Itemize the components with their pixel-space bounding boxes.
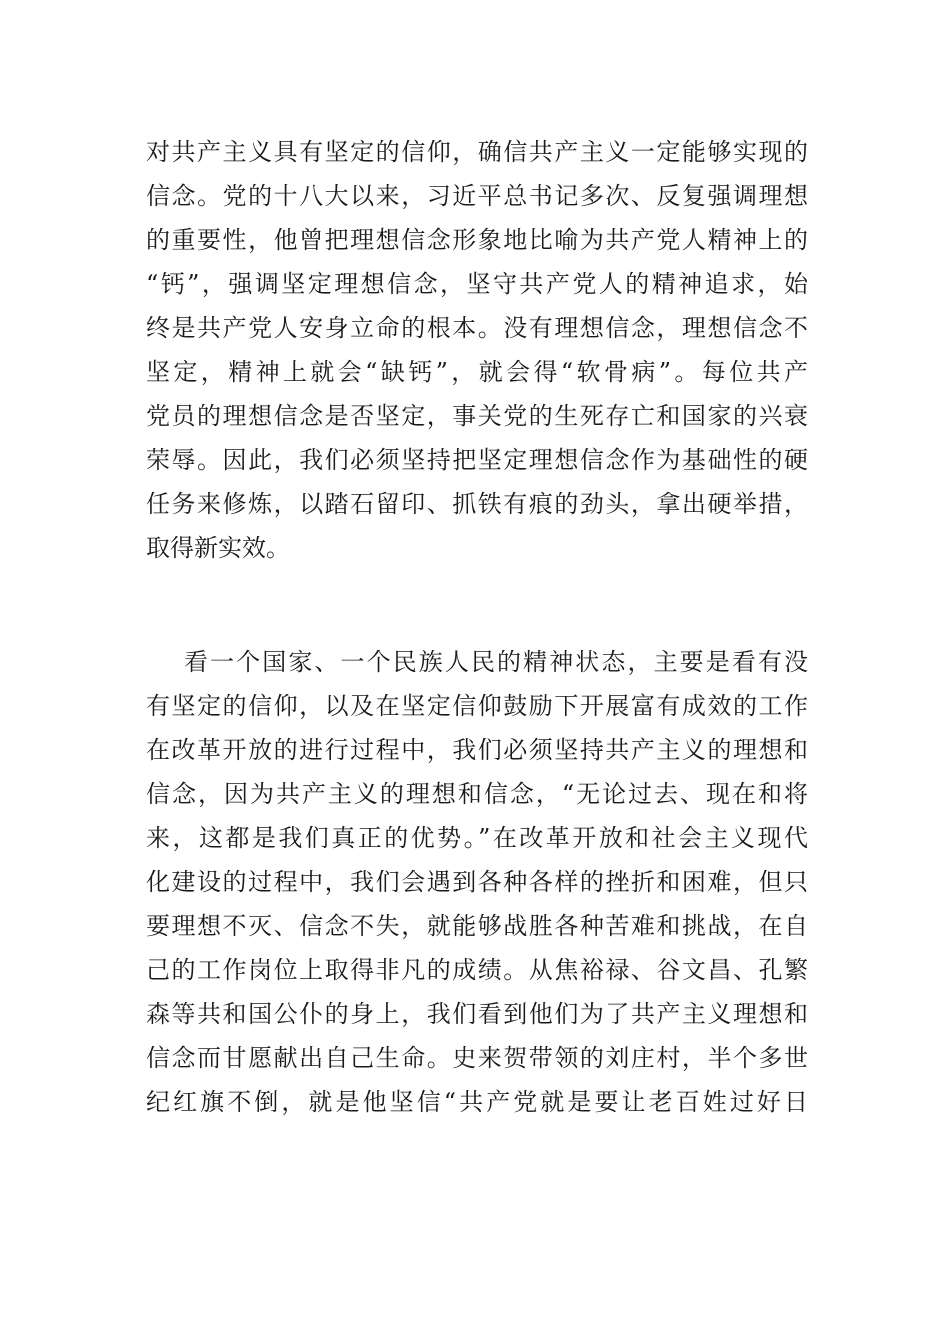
- paragraph-line: 党员的理想信念是否坚定，事关党的生死存亡和国家的兴衰: [146, 402, 808, 430]
- paragraph-line: 荣辱。因此，我们必须坚持把坚定理想信念作为基础性的硬: [146, 446, 808, 474]
- paragraph-line: 信念。党的十八大以来，习近平总书记多次、反复强调理想: [146, 182, 808, 210]
- paragraph-line: 要理想不灭、信念不失，就能够战胜各种苦难和挑战，在自: [146, 912, 808, 940]
- paragraph-line: 纪红旗不倒，就是他坚信“共产党就是要让老百姓过好日: [146, 1088, 808, 1116]
- paragraph-line: 任务来修炼，以踏石留印、抓铁有痕的劲头，拿出硬举措，: [146, 490, 808, 518]
- paragraph-line: 坚定，精神上就会“缺钙”，就会得“软骨病”。每位共产: [146, 358, 808, 386]
- paragraph-line: 终是共产党人安身立命的根本。没有理想信念，理想信念不: [146, 314, 808, 342]
- paragraph-line: 信念，因为共产主义的理想和信念，“无论过去、现在和将: [146, 780, 808, 808]
- paragraph-line: 化建设的过程中，我们会遇到各种各样的挫折和困难，但只: [146, 868, 808, 896]
- paragraph-line: 己的工作岗位上取得非凡的成绩。从焦裕禄、谷文昌、孔繁: [146, 956, 808, 984]
- paragraph-line: 在改革开放的进行过程中，我们必须坚持共产主义的理想和: [146, 736, 808, 764]
- paragraph-line: 的重要性，他曾把理想信念形象地比喻为共产党人精神上的: [146, 226, 808, 254]
- paragraph-line: 有坚定的信仰，以及在坚定信仰鼓励下开展富有成效的工作: [146, 692, 808, 720]
- paragraph-line: 取得新实效。: [146, 534, 290, 562]
- paragraph-line: 看一个国家、一个民族人民的精神状态，主要是看有没: [184, 648, 808, 676]
- paragraph-line: 信念而甘愿献出自己生命。史来贺带领的刘庄村，半个多世: [146, 1044, 808, 1072]
- paragraph-line: 森等共和国公仆的身上，我们看到他们为了共产主义理想和: [146, 1000, 808, 1028]
- paragraph-line: 来，这都是我们真正的优势。”在改革开放和社会主义现代: [146, 824, 808, 852]
- paragraph-line: “钙”，强调坚定理想信念，坚守共产党人的精神追求，始: [146, 270, 808, 298]
- paragraph-line: 对共产主义具有坚定的信仰，确信共产主义一定能够实现的: [146, 138, 808, 166]
